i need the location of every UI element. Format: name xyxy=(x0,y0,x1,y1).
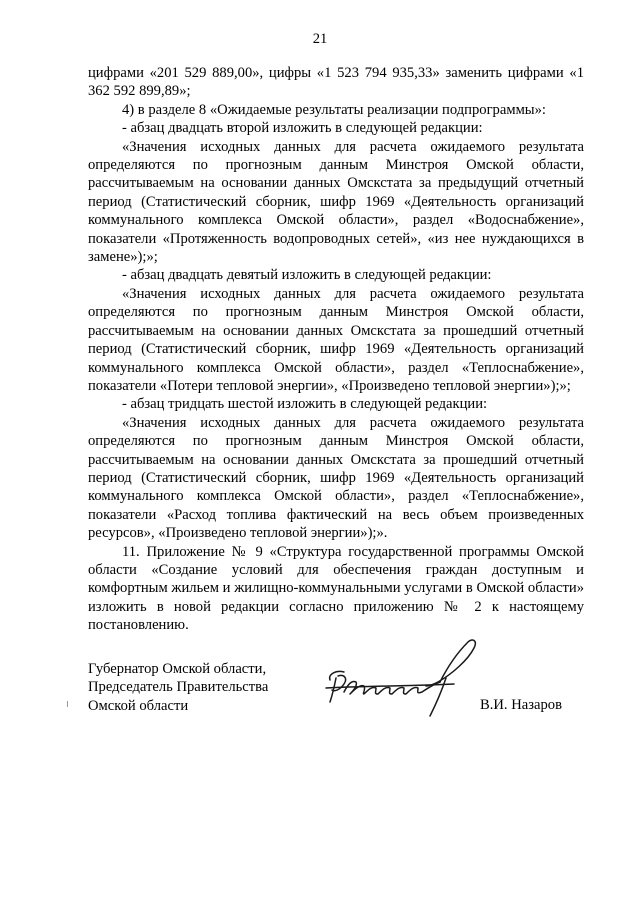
signatory-title-line: Губернатор Омской области, xyxy=(88,661,267,677)
signatory-name: В.И. Назаров xyxy=(480,697,562,713)
page-number: 21 xyxy=(312,31,328,47)
document-body xyxy=(88,64,584,635)
paragraph: «Значения исходных данных для расчета ожидаемого результата определяются по прогнозным данным Минстроя Омской области, рассчитываемым на основании данных Омскстата за предыдущий отчетный период (Статистический сборник, шифр 1969 «Деятельность организаций коммунального комплекса Омской области», раздел «Водоснабжение», показатели «Протяженность водопроводных сетей», «из нее нуждающихся в замене»);»; xyxy=(88,138,584,266)
signatory-title-line: Омской области xyxy=(88,697,189,714)
paragraph: цифрами «201 529 889,00», цифры «1 523 794 935,33» заменить цифрами «1 362 592 899,89»; xyxy=(88,65,584,100)
signatory-title xyxy=(88,660,308,715)
paragraph: 11. Приложение № 9 «Структура государственной программы Омской области «Создание условий для обеспечения граждан доступным и комфортным жильем и жилищно-коммунальными услугами в Омской области» изложить в новой редакции согласно приложению № 2 к настоящему постановлению. xyxy=(88,543,584,634)
paragraph: «Значения исходных данных для расчета ожидаемого результата определяются по прогнозным данным Минстроя Омской области, рассчитываемым на основании данных Омскстата за прошедший отчетный период (Статистический сборник, шифр 1969 «Деятельность организаций коммунального комплекса Омской области», раздел «Теплоснабжение», показатели «Расход топлива фактический на весь объем произведенных ресурсов», «Произведено тепловой энергии»);». xyxy=(88,414,584,542)
paragraph: 4) в разделе 8 «Ожидаемые результаты реализации подпрограммы»: xyxy=(122,101,546,118)
paragraph: «Значения исходных данных для расчета ожидаемого результата определяются по прогнозным данным Минстроя Омской области, рассчитываемым на основании данных Омскстата за прошедший отчетный период (Статистический сборник, шифр 1969 «Деятельность организаций коммунального комплекса Омской области», раздел «Теплоснабжение», показатели «Потери тепловой энергии», «Произведено тепловой энергии»);»; xyxy=(88,285,584,394)
signatory-title-line: Председатель Правительства xyxy=(88,679,269,696)
paragraph: - абзац двадцать второй изложить в следующей редакции: xyxy=(122,120,483,137)
paragraph: - абзац двадцать девятый изложить в следующей редакции: xyxy=(122,267,492,284)
handwritten-signature xyxy=(322,634,490,720)
margin-mark xyxy=(67,701,68,707)
paragraph: - абзац тридцать шестой изложить в следующей редакции: xyxy=(122,396,488,413)
